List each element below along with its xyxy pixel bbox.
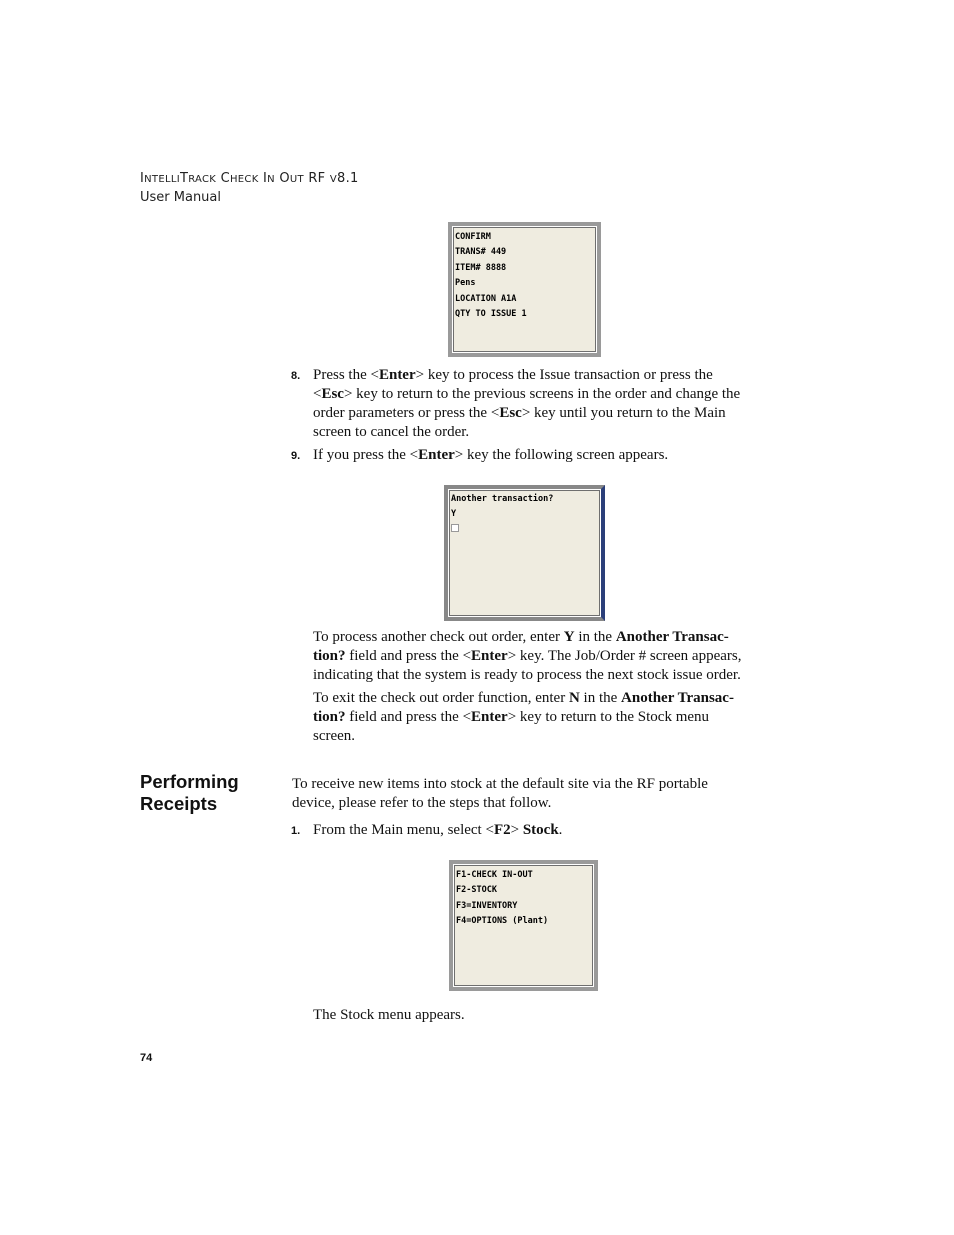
- header-title: [140, 170, 359, 189]
- bold-text: tion?: [313, 709, 346, 725]
- screen-line: ITEM# 8888: [455, 262, 507, 273]
- text-run: To receive new items into stock at the default site via the RF portable: [292, 776, 708, 792]
- screen-line: F2-STOCK: [456, 885, 497, 896]
- page-number: 74: [140, 1052, 153, 1064]
- header-title-part: T: [179, 171, 189, 186]
- text-run: in the: [574, 629, 616, 645]
- screen-line: Pens: [455, 278, 476, 289]
- stock-menu-paragraph: The Stock menu appears.: [313, 1007, 465, 1023]
- running-header: [140, 170, 359, 206]
- text-run: To process another check out order, enter: [313, 629, 564, 645]
- bold-text: N: [568, 690, 580, 706]
- header-title-part: O: [274, 171, 290, 186]
- screen-line: F4=OPTIONS (Plant): [456, 916, 549, 927]
- step-9-text: [313, 446, 773, 465]
- another-transaction-paragraph: [313, 628, 773, 685]
- text-run: > key to return to the previous screens in the order and change the: [343, 386, 741, 402]
- bold-text: Enter: [471, 709, 508, 725]
- section-heading: [140, 771, 239, 815]
- step-number-9: 9.: [291, 450, 301, 462]
- text-run: > key to return to the Stock menu: [507, 709, 710, 725]
- text-run: If you press the <: [313, 447, 419, 463]
- bold-text: Another Transac-: [615, 629, 729, 645]
- bold-text: Y: [563, 629, 575, 645]
- header-subtitle: User Manual: [140, 190, 222, 205]
- screen-line: QTY TO ISSUE 1: [455, 309, 527, 320]
- rf-another-transaction-screen: [444, 485, 605, 621]
- rf-confirm-screen: [448, 222, 601, 357]
- text-run: To exit the check out order function, enter: [313, 690, 569, 706]
- text-run: > key to process the Issue transaction or press the: [415, 367, 713, 383]
- screen-line: CONFIRM: [455, 232, 491, 242]
- text-run: screen to cancel the order.: [313, 424, 470, 440]
- header-title-part: RF: [303, 171, 330, 186]
- bold-text: Enter: [471, 648, 508, 664]
- bold-text: Esc: [499, 405, 522, 421]
- bold-text: Stock: [522, 822, 559, 838]
- input-value: Y: [451, 509, 457, 519]
- receive-intro-paragraph: [292, 775, 772, 813]
- screen-line: F3=INVENTORY: [456, 900, 518, 911]
- bold-text: Enter: [418, 447, 455, 463]
- rf-screen-text: [452, 226, 597, 322]
- header-title-part: RACK: [188, 174, 217, 185]
- text-run: > key the following screen appears.: [454, 447, 669, 463]
- screen-line: LOCATION A1A: [455, 293, 517, 304]
- header-title-part: UT: [289, 174, 304, 185]
- text-run: field and press the <: [345, 648, 472, 664]
- text-run: in the: [579, 690, 622, 706]
- section-heading-line-1: Performing: [140, 771, 239, 792]
- header-title-part: I: [258, 171, 268, 186]
- step-1-text: [313, 821, 773, 840]
- screen-line: TRANS# 449: [455, 247, 507, 258]
- header-title-part: NTELLI: [144, 174, 180, 185]
- cursor-block-icon: [451, 524, 459, 532]
- rf-screen-text: [453, 864, 594, 930]
- rf-main-menu-screen: [449, 860, 598, 991]
- bold-text: Another Transac-: [621, 690, 734, 706]
- text-run: > key until you return to the Main: [521, 405, 726, 421]
- text-run: order parameters or press the <: [313, 405, 500, 421]
- header-title-part: HECK: [229, 174, 259, 185]
- header-title-part: 8.1: [337, 171, 359, 186]
- text-run: field and press the <: [345, 709, 472, 725]
- text-run: device, please refer to the steps that follow.: [292, 795, 552, 811]
- step-number-1: 1.: [291, 825, 301, 837]
- text-run: <: [313, 386, 322, 402]
- rf-screen-text: [448, 489, 601, 537]
- text-run: screen.: [313, 728, 356, 744]
- header-title-part: V: [329, 174, 338, 185]
- section-heading-line-2: Receipts: [140, 793, 218, 814]
- step-8-text: [313, 366, 773, 442]
- screen-line: F1-CHECK IN-OUT: [456, 870, 533, 880]
- text-run: From the Main menu, select <: [313, 822, 494, 838]
- text-run: .: [558, 822, 563, 838]
- prompt-line: Another transaction?: [451, 494, 554, 504]
- bold-text: Enter: [378, 367, 416, 383]
- bold-text: tion?: [313, 648, 346, 664]
- bold-text: F2: [493, 822, 511, 838]
- text-run: > key. The Job/Order # screen appears,: [507, 648, 742, 664]
- header-title-part: C: [216, 171, 230, 186]
- text-run: indicating that the system is ready to process the next stock issue order.: [313, 667, 741, 683]
- text-run: >: [510, 822, 523, 838]
- header-title-part: N: [267, 174, 275, 185]
- text-run: Press the <: [313, 367, 379, 383]
- step-number-8: 8.: [291, 370, 301, 382]
- header-title-part: I: [140, 171, 145, 186]
- bold-text: Esc: [321, 386, 344, 402]
- exit-paragraph: [313, 689, 773, 746]
